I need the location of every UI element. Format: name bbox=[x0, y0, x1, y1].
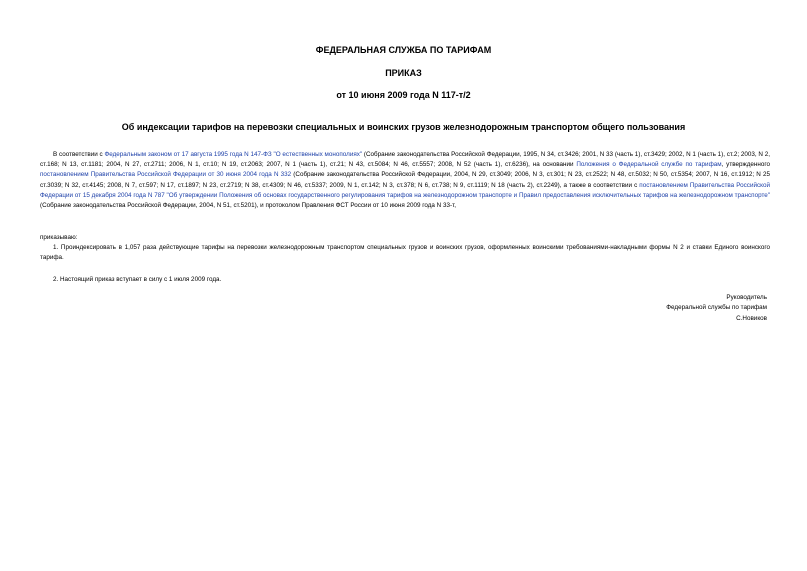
signature-organization: Федеральной службы по тарифам bbox=[666, 304, 767, 311]
law-147-fz-link[interactable]: Федеральным законом от 17 августа 1995 года N 147-ФЗ "О естественных монополиях" bbox=[104, 151, 363, 158]
agency-heading: ФЕДЕРАЛЬНАЯ СЛУЖБА ПО ТАРИФАМ bbox=[315, 45, 492, 55]
signature-name: С.Новиков bbox=[736, 315, 767, 322]
date-number-heading: от 10 июня 2009 года N 117-т/2 bbox=[336, 90, 471, 100]
document-type-heading: ПРИКАЗ bbox=[385, 68, 422, 78]
order-item-2: 2. Настоящий приказ вступает в силу с 1 июля 2009 года. bbox=[53, 276, 222, 283]
fst-regulation-link[interactable]: Положения о Федеральной службе по тарифам bbox=[576, 161, 722, 169]
preamble-text-2: (Собрание законодательства Российской Федерации, 1995, N 34, ст.3426; 2001, N 33 (часть 1), ст.3429; 2002, N 1 (часть 1), ст.2; 2003, N 2, ст.168; N 13, ст.1181; 2004, N 27, ст.2711; 2006, N 1, ст.10; N 19, ст.2063; 2007, N 1 (часть 1), ст.21; N 43, ст.5084; N 46, ст.5557; 2008, N 52 (часть 1), ст.6236), на основании bbox=[40, 151, 770, 169]
preamble-paragraph bbox=[40, 150, 770, 211]
order-item-1: 1. Проиндексировать в 1,057 раза действующие тарифы на перевозки железнодорожным транспортом специальных грузов и воинских грузов, оформленных воинскими требованиями-накладными формы N 2 и ставки Единого воинского тарифа. bbox=[40, 244, 770, 262]
resolution-332-link[interactable]: постановлением Правительства Российской Федерации от 30 июня 2004 года N 332 bbox=[40, 171, 292, 179]
subject-heading: Об индексации тарифов на перевозки специальных и воинских грузов железнодорожным транспортом общего пользования bbox=[121, 122, 686, 132]
preamble-text-3: , утвержденного bbox=[721, 161, 770, 169]
preamble-text-5: (Собрание законодательства Российской Федерации, 2004, N 51, ст.5201), и протоколом Правления ФСТ России от 10 июня 2009 года N 33-т, bbox=[40, 202, 457, 210]
resolution-787-link[interactable]: постановлением Правительства Российской Федерации от 15 декабря 2004 года N 787 "Об утверждении Положения об основах государственного регулирования тарифов на железнодорожном транспорте и Правил предоставления исключительных тарифов на железнодорожном транспорте" bbox=[40, 181, 770, 199]
preamble-text-1: В соответствии с bbox=[53, 151, 105, 158]
preamble-text-4: (Собрание законодательства Российской Федерации, 2004, N 29, ст.3049; 2006, N 3, ст.301; N 23, ст.2522; N 48, ст.5032; N 50, ст.5354; 2007, N 16, ст.1912; N 25 ст.3039; N 32, ст.4145; 2008, N 7, ст.597; N 17, ст.1897; N 23, ст.2719; N 38, ст.4309; N 46, ст.5337; 2009, N 1, ст.142; N 3, ст.378; N 6, ст.738; N 9, ст.1119; N 18 (часть 2), ст.2249), а также в соответствии с bbox=[40, 171, 770, 189]
resolves-label: приказываю: bbox=[40, 234, 78, 241]
signature-title: Руководитель bbox=[726, 294, 767, 301]
